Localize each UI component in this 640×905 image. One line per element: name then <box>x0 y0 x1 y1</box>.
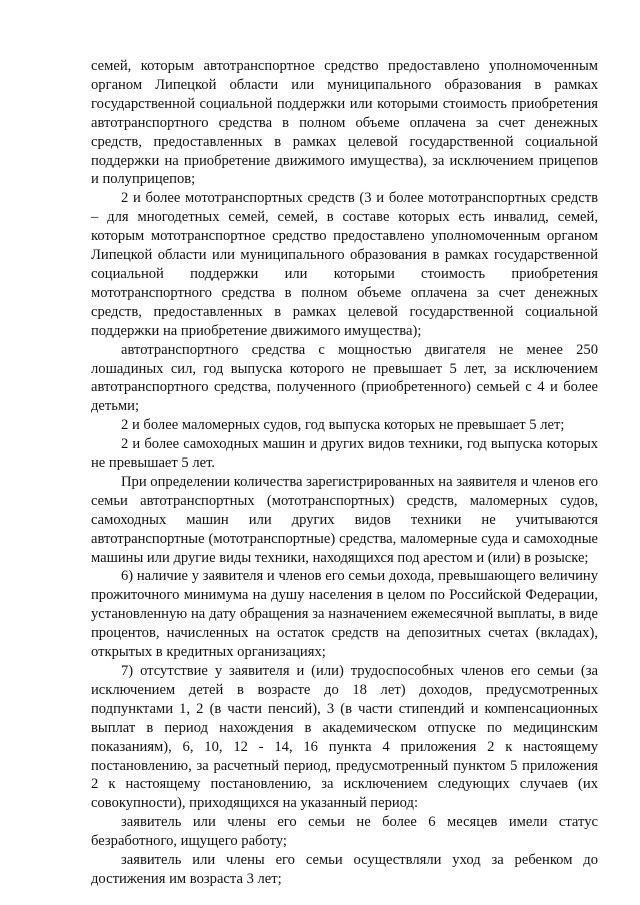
paragraph: 2 и более мототранспортных средств (3 и более мототранспортных средств – для многодетных семей, семей, в составе которых есть инвалид, семей, которым мототранспортное средство предоставлено уполномоченным органом Липецкой области или муниципального образования в рамках государственной социальной поддержки или которыми стоимость приобретения мототранспортного средства в полном объеме оплачена за счет денежных средств, предоставленных в рамках целевой государственной социальной поддержки на приобретение движимого имущества); <box>91 190 598 339</box>
paragraph: автотранспортного средства с мощностью двигателя не менее 250 лошадиных сил, год выпуска которого не превышает 5 лет, за исключением автотранспортного средства, полученного (приобретенного) семьей с 4 и более детьми; <box>91 341 598 415</box>
document-text-body <box>91 57 598 889</box>
paragraph: 2 и более маломерных судов, год выпуска которых не превышает 5 лет; <box>121 417 565 434</box>
paragraph: заявитель или члены его семьи не более 6 месяцев имели статус безработного, ищущего работу; <box>91 814 598 850</box>
paragraph: 7) отсутствие у заявителя и (или) трудоспособных членов его семьи (за исключением детей в возрасте до 18 лет) доходов, предусмотренных подпунктами 1, 2 (в части пенсий), 3 (в части стипендий и компенсационных выплат в период нахождения в академическом отпуске по медицинским показаниям), 6, 10, 12 - 14, 16 пункта 4 приложения 2 к настоящему постановлению, за расчетный период, предусмотренный пунктом 5 приложения 2 к настоящему постановлению, за исключением следующих случаев (их совокупности), приходящихся на указанный период: <box>91 663 598 812</box>
paragraph: 6) наличие у заявителя и членов его семьи дохода, превышающего величину прожиточного минимума на душу населения в целом по Российской Федерации, установленную на дату обращения за назначением ежемесячной выплаты, в виде процентов, начисленных на остаток средств на депозитных счетах (вкладах), открытых в кредитных организациях; <box>91 568 598 661</box>
paragraph: семей, которым автотранспортное средство предоставлено уполномоченным органом Липецкой области или муниципального образования в рамках государственной социальной поддержки или которыми стоимость приобретения автотранспортного средства в полном объеме оплачена за счет денежных средств, предоставленных в рамках целевой государственной социальной поддержки на приобретение движимого имущества), за исключением прицепов и полуприцепов; <box>91 58 598 188</box>
paragraph: При определении количества зарегистрированных на заявителя и членов его семьи автотранспортных (мототранспортных) средств, маломерных судов, самоходных машин или других видов техники не учитываются автотранспортные (мототранспортные) средства, маломерные суда и самоходные машины или другие виды техники, находящихся под арестом и (или) в розыске; <box>91 473 598 566</box>
paragraph: 2 и более самоходных машин и других видов техники, год выпуска которых не превышает 5 лет. <box>91 436 598 472</box>
paragraph: заявитель или члены его семьи осуществляли уход за ребенком до достижения им возраста 3 лет; <box>91 852 598 887</box>
